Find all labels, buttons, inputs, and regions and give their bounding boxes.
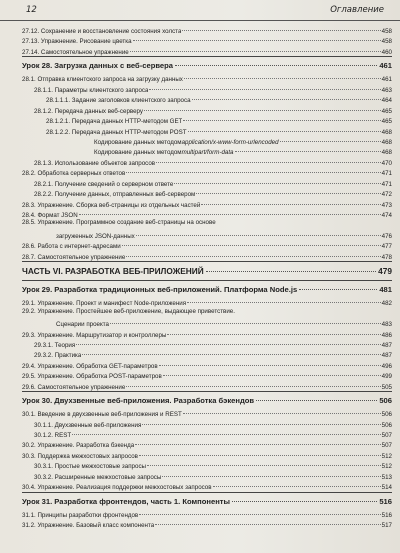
dot-leader bbox=[76, 336, 380, 345]
dot-leader bbox=[163, 367, 381, 376]
toc-page-number: 483 bbox=[381, 321, 392, 329]
dot-leader bbox=[72, 426, 381, 435]
dot-leader bbox=[201, 196, 380, 205]
toc-page-number: 482 bbox=[381, 300, 392, 308]
dot-leader bbox=[182, 22, 380, 31]
toc-page-number: 465 bbox=[381, 118, 392, 126]
dot-leader bbox=[188, 123, 381, 132]
toc-entry-title: 29.2. Упражнение. Простейшее веб-приложение, выдающее приветствие. bbox=[22, 307, 235, 315]
toc-entry-title: 28.1.3. Использование объектов запросов bbox=[34, 159, 156, 167]
dot-leader bbox=[183, 112, 380, 121]
toc-page-number: 512 bbox=[381, 452, 392, 460]
dot-leader bbox=[213, 478, 381, 487]
toc-entry-title: 31.1. Принципы разработки фронтендов bbox=[22, 511, 139, 519]
toc-entry-code: application/x-www-form-urlencoded bbox=[181, 138, 279, 146]
toc-entry-title: 31.2. Упражнение. Базовый класс компонента bbox=[22, 522, 155, 530]
toc-entry-title: 29.3. Упражнение. Маршрутизатор и контроллеры bbox=[22, 331, 167, 339]
dot-leader bbox=[135, 436, 381, 445]
toc-entry-title: 28.7. Самостоятельное упражнение bbox=[22, 253, 126, 261]
dot-leader bbox=[122, 237, 381, 246]
toc-page-number: 486 bbox=[381, 331, 392, 339]
toc-entry-title: 30.2. Упражнение. Разработка бэкенда bbox=[22, 442, 135, 450]
toc-entry-title: 29.5. Упражнение. Обработка POST-параметров bbox=[22, 373, 162, 381]
toc-page-number: 471 bbox=[381, 170, 392, 178]
toc-entry-title: 28.3. Упражнение. Сборка веб-страницы из отдельных частей bbox=[22, 201, 201, 209]
toc-page-number: 461 bbox=[379, 61, 392, 71]
toc-page-number: 513 bbox=[381, 473, 392, 481]
toc-entry-title: 28.1.1. Параметры клиентского запроса bbox=[34, 86, 149, 94]
toc-entry-title: 28.2. Обработка серверных ответов bbox=[22, 170, 126, 178]
dot-leader bbox=[126, 248, 380, 257]
dot-leader bbox=[159, 357, 381, 366]
toc-page-number: 464 bbox=[381, 97, 392, 105]
toc-entry-title: 28.2.1. Получение сведений о серверном ответе bbox=[34, 180, 174, 188]
toc-page-number: 458 bbox=[381, 38, 392, 46]
toc-page-number: 481 bbox=[379, 285, 392, 295]
toc-page-number: 479 bbox=[378, 266, 392, 277]
toc-entry-title: Кодирование данных методом bbox=[94, 149, 182, 157]
toc-page-number: 476 bbox=[381, 232, 392, 240]
toc-page-number: 507 bbox=[381, 442, 392, 450]
dot-leader bbox=[235, 143, 381, 152]
toc-entry-title: 27.14. Самостоятельное упражнение bbox=[22, 48, 129, 56]
toc-page-number: 461 bbox=[381, 76, 392, 84]
toc-page-number: 507 bbox=[381, 432, 392, 439]
toc-entry-title: 30.3. Поддержка межхостовых запросов bbox=[22, 452, 138, 460]
toc-entry-title: 30.4. Упражнение. Реализация поддержки межхостовых запросов bbox=[22, 484, 212, 492]
toc-entry-title: Урок 31. Разработка фронтендов, часть 1. Компоненты bbox=[22, 496, 230, 506]
toc-page-number: 458 bbox=[381, 28, 392, 35]
toc-page-number: 499 bbox=[381, 373, 392, 381]
toc-page-number: 505 bbox=[381, 383, 392, 391]
toc-entry-title: 28.5. Упражнение. Программное создание веб-страницы на основе bbox=[22, 219, 216, 227]
dot-leader bbox=[162, 468, 380, 477]
toc-entry-title: 29.4. Упражнение. Обработка GET-параметров bbox=[22, 362, 158, 370]
toc-page-number: 514 bbox=[381, 484, 392, 492]
toc-entry-title: 29.1. Упражнение. Проект и манифест Node-приложения bbox=[22, 300, 187, 308]
toc-entry-title: 28.1.2. Передача данных веб-серверу bbox=[34, 107, 144, 115]
dot-leader bbox=[232, 493, 377, 502]
toc-page-number: 487 bbox=[381, 352, 392, 360]
dot-leader bbox=[79, 206, 381, 215]
dot-leader bbox=[196, 185, 380, 194]
dot-leader bbox=[184, 70, 381, 79]
dot-leader bbox=[147, 457, 381, 466]
toc-entry-title: 28.1.2.2. Передача данных HTTP-методом POST bbox=[46, 128, 187, 136]
dot-leader bbox=[149, 81, 380, 90]
dot-leader bbox=[187, 294, 381, 303]
running-title: Оглавление bbox=[330, 5, 384, 15]
dot-leader bbox=[144, 102, 381, 111]
dot-leader bbox=[256, 392, 377, 401]
dot-leader bbox=[206, 262, 377, 272]
toc-page-number: 477 bbox=[381, 243, 392, 251]
toc-page-number: 478 bbox=[381, 253, 392, 261]
dot-leader bbox=[183, 405, 381, 414]
toc-entry-title: 30.3.2. Расширенные межхостовые запросы bbox=[34, 473, 162, 481]
dot-leader bbox=[130, 43, 381, 52]
dot-leader bbox=[126, 378, 380, 387]
dot-leader bbox=[167, 326, 380, 335]
toc-entry-title: 30.1.2. REST bbox=[34, 432, 72, 439]
dot-leader bbox=[110, 315, 381, 324]
toc-entry-title: Урок 29. Разработка традиционных веб-приложений. Платформа Node.js bbox=[22, 285, 298, 295]
toc-page-number: 516 bbox=[381, 511, 392, 519]
toc-page-number: 506 bbox=[379, 396, 392, 406]
toc-entry-title: 27.12. Сохранение и восстановление состояния холста bbox=[22, 28, 182, 35]
toc-entry-title: 28.4. Формат JSON bbox=[22, 212, 78, 219]
dot-leader bbox=[82, 346, 380, 355]
dot-leader bbox=[136, 227, 381, 236]
toc-entry bbox=[22, 296, 392, 306]
dot-leader bbox=[280, 133, 381, 142]
toc-page-number: 468 bbox=[381, 128, 392, 136]
toc-page-number: 465 bbox=[381, 107, 392, 115]
page-number: 12 bbox=[26, 5, 37, 15]
toc-page-number: 473 bbox=[381, 201, 392, 209]
toc-part-heading bbox=[22, 264, 392, 279]
toc-entry-title: 27.13. Упражнение. Рисование цветка bbox=[22, 38, 132, 46]
toc-entry-title: 28.1. Отправка клиентского запроса на загрузку данных bbox=[22, 76, 183, 84]
toc-page-number: 512 bbox=[381, 463, 392, 471]
toc-entry-title: 28.1.2.1. Передача данных HTTP-методом GET bbox=[46, 118, 183, 126]
dot-leader bbox=[139, 447, 381, 456]
dot-leader bbox=[155, 516, 381, 525]
toc-page-number: 517 bbox=[381, 522, 392, 530]
toc-page-number: 506 bbox=[381, 411, 392, 419]
toc-page-number: 506 bbox=[381, 421, 392, 429]
toc-page-number: 487 bbox=[381, 341, 392, 349]
toc-page-number: 471 bbox=[381, 180, 392, 188]
dot-leader bbox=[139, 506, 380, 515]
toc-page-number: 463 bbox=[381, 86, 392, 94]
page-header bbox=[0, 0, 400, 21]
toc-page-number: 496 bbox=[381, 362, 392, 370]
dot-leader bbox=[156, 154, 381, 163]
toc-page-number: 472 bbox=[381, 191, 392, 199]
dot-leader bbox=[174, 175, 380, 184]
toc-page-number: 516 bbox=[379, 496, 392, 506]
toc-entry-title: Кодирование данных методом bbox=[94, 138, 182, 146]
toc-entry-title: 29.3.2. Практика bbox=[34, 352, 82, 360]
toc-entry-title: 29.3.1. Теория bbox=[34, 341, 76, 349]
toc-page-number: 470 bbox=[381, 159, 392, 167]
toc-page-number: 468 bbox=[381, 149, 392, 157]
toc-entry-title: 28.2.2. Получение данных, отправленных веб-сервером bbox=[34, 191, 196, 199]
toc-entry-title: Урок 28. Загрузка данных с веб-сервера bbox=[22, 61, 174, 71]
toc-entry-title: ЧАСТЬ VI. РАЗРАБОТКА ВЕБ-ПРИЛОЖЕНИЙ bbox=[22, 266, 204, 277]
toc-entry-title: Сценарии проекта bbox=[56, 321, 109, 329]
table-of-contents bbox=[22, 24, 392, 529]
dot-leader bbox=[192, 91, 381, 100]
toc-entry-title: 28.6. Работа с интернет-адресами bbox=[22, 243, 121, 251]
toc-page-number: 460 bbox=[381, 48, 392, 56]
dot-leader bbox=[175, 57, 377, 66]
toc-entry-code: multipart/form-data bbox=[181, 149, 234, 157]
toc-entry-title: 30.1. Введение в двухзвенные веб-приложения и REST bbox=[22, 411, 182, 419]
toc-entry-title: 30.3.1. Простые межхостовые запросы bbox=[34, 463, 146, 471]
toc-page-number: 468 bbox=[381, 138, 392, 146]
toc-entry-title: 28.1.1.1. Задание заголовков клиентского запроса bbox=[46, 97, 191, 105]
dot-leader bbox=[126, 164, 380, 173]
dot-leader bbox=[133, 32, 381, 41]
toc-entry-title: загруженных JSON-данных bbox=[56, 232, 135, 240]
toc-entry-title: 30.1.1. Двухзвенные веб-приложения bbox=[34, 421, 142, 429]
toc-entry-title: Урок 30. Двухзвенные веб-приложения. Разработка бэкендов bbox=[22, 396, 255, 406]
toc-entry-title: 29.6. Самостоятельное упражнение bbox=[22, 383, 126, 391]
dot-leader bbox=[142, 416, 380, 425]
dot-leader bbox=[299, 281, 377, 290]
toc-page-number: 474 bbox=[381, 212, 392, 219]
